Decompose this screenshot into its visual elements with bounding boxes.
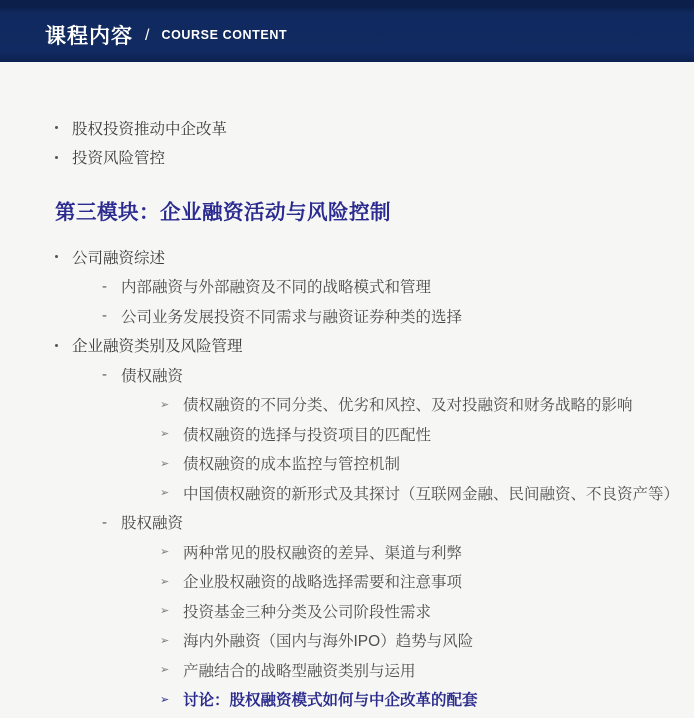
arrow-bullet-icon: ➢ [160, 428, 170, 441]
header-subtitle: COURSE CONTENT [161, 28, 288, 42]
arrow-bullet-icon: ➢ [160, 546, 170, 559]
list-item [0, 537, 694, 567]
list-item-text: 产融结合的战略型融资类别与运用 [183, 662, 416, 680]
list-item-text: 海内外融资（国内与海外IPO）趋势与风险 [183, 633, 474, 651]
list-item [0, 478, 694, 508]
list-item-text: 股权融资 [121, 515, 184, 533]
arrow-bullet-icon: ➢ [160, 664, 170, 677]
list-item-text: 股权投资推动中企改革 [72, 120, 228, 138]
list-item-text: 投资风险管控 [72, 150, 166, 168]
arrow-bullet-icon: ➢ [160, 693, 170, 706]
list-item [0, 301, 694, 331]
list-item-text: 投资基金三种分类及公司阶段性需求 [183, 603, 432, 621]
arrow-bullet-icon: ➢ [160, 487, 170, 500]
list-item [0, 508, 694, 538]
dot-bullet-icon [55, 156, 58, 159]
dash-bullet-icon: - [102, 366, 107, 384]
list-item [0, 143, 694, 173]
list-item [0, 242, 694, 272]
list-item [0, 449, 694, 479]
discussion-list-item [0, 685, 694, 715]
list-item-text: 公司业务发展投资不同需求与融资证券种类的选择 [121, 308, 463, 326]
list-item [0, 655, 694, 685]
list-item-text: 债权融资的选择与投资项目的匹配性 [183, 426, 432, 444]
list-item-text: 内部融资与外部融资及不同的战略模式和管理 [121, 279, 432, 297]
list-item-text: 债权融资 [121, 367, 184, 385]
list-item [0, 567, 694, 597]
list-item-text: 债权融资的不同分类、优劣和风控、及对投融资和财务战略的影响 [183, 397, 633, 415]
header-separator: / [145, 27, 150, 44]
list-item-text: 讨论：股权融资模式如何与中企改革的配套 [183, 692, 478, 710]
list-item [0, 419, 694, 449]
list-item [0, 360, 694, 390]
arrow-bullet-icon: ➢ [160, 634, 170, 647]
arrow-bullet-icon: ➢ [160, 605, 170, 618]
dash-bullet-icon: - [102, 307, 107, 325]
list-item [0, 113, 694, 143]
dash-bullet-icon: - [102, 277, 107, 295]
list-item-text: 企业融资类别及风险管理 [72, 338, 243, 356]
list-item-text: 债权融资的成本监控与管控机制 [183, 456, 401, 474]
dot-bullet-icon [55, 344, 58, 347]
header-band [0, 0, 694, 62]
arrow-bullet-icon: ➢ [160, 457, 170, 470]
list-item [0, 626, 694, 656]
content-area [0, 62, 694, 714]
list-item [0, 390, 694, 420]
arrow-bullet-icon: ➢ [160, 575, 170, 588]
list-item-text: 两种常见的股权融资的差异、渠道与利弊 [183, 544, 463, 562]
list-item-text: 中国债权融资的新形式及其探讨（互联网金融、民间融资、不良资产等） [183, 485, 680, 503]
list-item [0, 272, 694, 302]
header-title: 课程内容 [45, 25, 133, 48]
dash-bullet-icon: - [102, 513, 107, 531]
list-item [0, 596, 694, 626]
list-item-text: 企业股权融资的战略选择需要和注意事项 [183, 574, 463, 592]
arrow-bullet-icon: ➢ [160, 398, 170, 411]
list-item [0, 331, 694, 361]
list-item-text: 公司融资综述 [72, 249, 166, 267]
dot-bullet-icon [55, 255, 58, 258]
dot-bullet-icon [55, 126, 58, 129]
section-heading: 第三模块：企业融资活动与风险控制 [55, 201, 391, 224]
